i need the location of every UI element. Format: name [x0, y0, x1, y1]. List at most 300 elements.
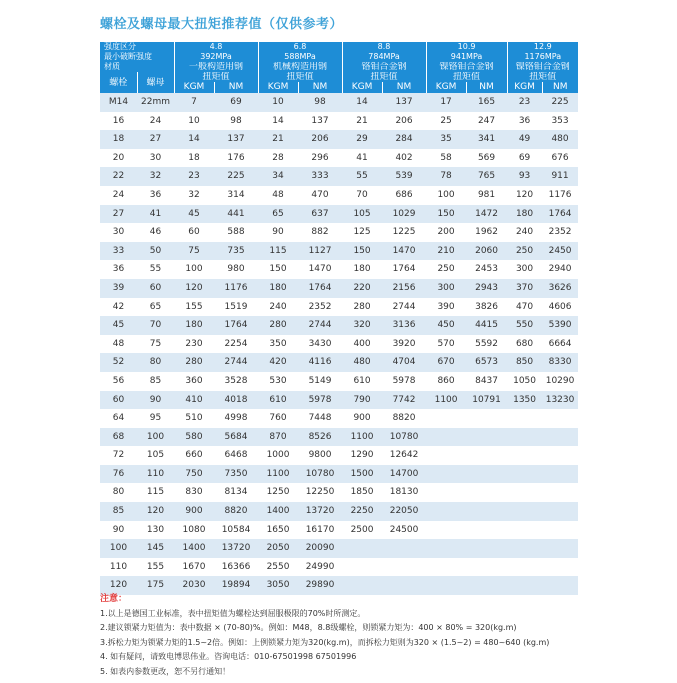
table-row [100, 446, 578, 465]
table-row [100, 316, 578, 335]
table-cell: 4415 [466, 316, 507, 335]
table-cell [382, 558, 426, 577]
table-cell [507, 465, 542, 484]
table-cell: 18 [174, 149, 214, 168]
table-cell: 29 [342, 130, 382, 149]
table-cell: 3626 [542, 279, 578, 298]
table-cell: 637 [298, 205, 342, 224]
table-cell: 765 [466, 167, 507, 186]
table-cell: 588 [214, 223, 258, 242]
table-cell: 115 [137, 483, 174, 502]
table-cell: 760 [258, 409, 298, 428]
table-cell: 1764 [214, 316, 258, 335]
torque-label-row [100, 72, 578, 82]
table-cell: 21 [258, 130, 298, 149]
strength-value: 941MPa [426, 52, 507, 62]
table-cell: 280 [342, 298, 382, 317]
table-cell: 735 [214, 242, 258, 261]
table-cell: 2744 [382, 298, 426, 317]
table-cell: 410 [174, 391, 214, 410]
table-cell: 10584 [214, 521, 258, 540]
table-cell: 2254 [214, 335, 258, 354]
table-cell: 27 [100, 205, 137, 224]
table-cell [542, 446, 578, 465]
table-cell: 610 [342, 372, 382, 391]
table-cell: 5978 [298, 391, 342, 410]
table-cell: 16366 [214, 558, 258, 577]
table-cell: 4704 [382, 353, 426, 372]
table-cell: 175 [137, 576, 174, 595]
table-row [100, 391, 578, 410]
table-row [100, 539, 578, 558]
table-cell: 4998 [214, 409, 258, 428]
table-cell: 75 [137, 335, 174, 354]
table-cell: 100 [137, 428, 174, 447]
table-cell: 1850 [342, 483, 382, 502]
unit-kgm: KGM [426, 82, 466, 93]
table-cell: 470 [298, 186, 342, 205]
table-cell: 2030 [174, 576, 214, 595]
table-cell: 14 [342, 93, 382, 112]
table-cell: 36 [137, 186, 174, 205]
material-value: 铬钼合金钢 [342, 62, 426, 72]
table-row [100, 335, 578, 354]
table-cell: 225 [542, 93, 578, 112]
table-row [100, 558, 578, 577]
table-cell: 210 [426, 242, 466, 261]
strength-value: 1176MPa [507, 52, 578, 62]
table-cell [382, 539, 426, 558]
table-cell [466, 483, 507, 502]
table-cell: 12250 [298, 483, 342, 502]
table-cell: 110 [100, 558, 137, 577]
table-cell: 120 [507, 186, 542, 205]
table-cell: 36 [100, 260, 137, 279]
table-cell: 22mm [137, 93, 174, 112]
table-cell: 8820 [382, 409, 426, 428]
table-cell: 65 [258, 205, 298, 224]
table-row [100, 167, 578, 186]
strength-value: 784MPa [342, 52, 426, 62]
table-cell: 70 [137, 316, 174, 335]
table-cell: 3136 [382, 316, 426, 335]
table-cell: 32 [174, 186, 214, 205]
table-cell: 85 [100, 502, 137, 521]
table-body [100, 93, 578, 595]
table-cell: 981 [466, 186, 507, 205]
table-cell: 1400 [174, 539, 214, 558]
table-cell: 8330 [542, 353, 578, 372]
table-cell [542, 521, 578, 540]
table-cell: 76 [100, 465, 137, 484]
unit-kgm: KGM [342, 82, 382, 93]
table-cell: 1519 [214, 298, 258, 317]
table-cell [542, 428, 578, 447]
table-cell [542, 409, 578, 428]
unit-nm: NM [466, 82, 507, 93]
table-cell: 2156 [382, 279, 426, 298]
table-cell: 4116 [298, 353, 342, 372]
table-cell: 860 [426, 372, 466, 391]
table-cell: 80 [137, 353, 174, 372]
table-cell [507, 558, 542, 577]
table-row [100, 409, 578, 428]
table-cell: 1029 [382, 205, 426, 224]
table-cell: 8526 [298, 428, 342, 447]
table-cell: 250 [426, 260, 466, 279]
table-cell: 790 [342, 391, 382, 410]
table-row [100, 428, 578, 447]
table-cell: 19894 [214, 576, 258, 595]
unit-kgm: KGM [258, 82, 298, 93]
table-cell: 2453 [466, 260, 507, 279]
table-cell: 2250 [342, 502, 382, 521]
table-cell: 72 [100, 446, 137, 465]
unit-kgm: KGM [507, 82, 542, 93]
table-cell: 42 [100, 298, 137, 317]
table-cell: 120 [174, 279, 214, 298]
table-cell: 3920 [382, 335, 426, 354]
table-cell [426, 446, 466, 465]
table-cell: M14 [100, 93, 137, 112]
table-row [100, 483, 578, 502]
table-cell: 137 [298, 112, 342, 131]
table-cell: 1176 [542, 186, 578, 205]
torque-header: 扭矩值 [507, 72, 578, 82]
grade-row [100, 42, 578, 52]
table-cell: 100 [100, 539, 137, 558]
table-cell: 155 [174, 298, 214, 317]
table-cell: 296 [298, 149, 342, 168]
note-item: 4. 如有疑问，请致电博思伟业。咨询电话：010-67501998 67501996 [100, 652, 357, 662]
table-cell: 45 [174, 205, 214, 224]
table-cell: 353 [542, 112, 578, 131]
table-cell: 1500 [342, 465, 382, 484]
table-cell: 5149 [298, 372, 342, 391]
strength-value: 392MPa [174, 52, 258, 62]
table-cell: 2060 [466, 242, 507, 261]
table-cell: 30 [100, 223, 137, 242]
table-cell: 480 [542, 130, 578, 149]
table-cell: 870 [258, 428, 298, 447]
table-cell: 6664 [542, 335, 578, 354]
table-cell: 550 [507, 316, 542, 335]
unit-nm: NM [382, 82, 426, 93]
table-cell: 320 [342, 316, 382, 335]
table-cell: 1962 [466, 223, 507, 242]
table-cell: 7350 [214, 465, 258, 484]
table-row [100, 260, 578, 279]
table-cell: 150 [342, 242, 382, 261]
table-cell: 402 [382, 149, 426, 168]
table-cell: 911 [542, 167, 578, 186]
table-cell: 24990 [298, 558, 342, 577]
strength-label: 最小破断强度 [100, 52, 174, 62]
table-cell: 360 [174, 372, 214, 391]
table-cell: 220 [342, 279, 382, 298]
table-cell: 18130 [382, 483, 426, 502]
table-cell [426, 539, 466, 558]
table-cell: 8437 [466, 372, 507, 391]
table-cell: 4606 [542, 298, 578, 317]
table-cell: 5978 [382, 372, 426, 391]
table-cell: 1350 [507, 391, 542, 410]
table-cell: 1764 [542, 205, 578, 224]
table-cell: 530 [258, 372, 298, 391]
table-cell: 60 [174, 223, 214, 242]
table-cell: 150 [426, 205, 466, 224]
table-cell: 8820 [214, 502, 258, 521]
table-cell [542, 483, 578, 502]
grade-6-8: 6.8 [258, 42, 342, 52]
strength-value: 588MPa [258, 52, 342, 62]
table-cell: 24500 [382, 521, 426, 540]
table-cell: 1080 [174, 521, 214, 540]
unit-nm: NM [542, 82, 578, 93]
table-cell [542, 558, 578, 577]
table-row [100, 372, 578, 391]
material-row [100, 62, 578, 72]
table-cell: 225 [214, 167, 258, 186]
table-cell: 98 [214, 112, 258, 131]
table-cell: 69 [214, 93, 258, 112]
table-cell: 2352 [542, 223, 578, 242]
grade-8-8: 8.8 [342, 42, 426, 52]
table-cell: 49 [507, 130, 542, 149]
material-value: 机械构造用钢 [258, 62, 342, 72]
table-cell: 90 [100, 521, 137, 540]
material-label: 材质 [100, 62, 174, 72]
table-row [100, 223, 578, 242]
note-item: 3.拆松力矩为锁紧力矩的1.5~2倍。例如：上例锁紧力矩为320(kg.m)，而拆松力矩则为320 × (1.5~2) = 480~640 (kg.m) [100, 637, 550, 647]
table-cell: 20090 [298, 539, 342, 558]
table-cell: 22 [100, 167, 137, 186]
table-cell: 13720 [298, 502, 342, 521]
table-cell: 18 [100, 130, 137, 149]
table-cell: 13720 [214, 539, 258, 558]
table-cell: 1470 [382, 242, 426, 261]
table-cell: 55 [342, 167, 382, 186]
table-cell: 28 [258, 149, 298, 168]
page-title: 螺栓及螺母最大扭矩推荐值（仅供参考） [100, 17, 344, 32]
table-cell: 65 [137, 298, 174, 317]
table-cell [426, 465, 466, 484]
table-cell: 230 [174, 335, 214, 354]
table-row [100, 205, 578, 224]
table-cell: 341 [466, 130, 507, 149]
table-cell: 180 [174, 316, 214, 335]
table-cell: 23 [507, 93, 542, 112]
table-cell: 60 [100, 391, 137, 410]
table-cell: 2744 [214, 353, 258, 372]
table-row [100, 465, 578, 484]
table-cell: 75 [174, 242, 214, 261]
material-value: 一般构造用钢 [174, 62, 258, 72]
table-cell: 64 [100, 409, 137, 428]
table-cell: 90 [258, 223, 298, 242]
table-cell: 23 [174, 167, 214, 186]
table-cell: 24 [100, 186, 137, 205]
table-cell [426, 558, 466, 577]
table-cell [542, 465, 578, 484]
table-cell [466, 428, 507, 447]
table-row [100, 93, 578, 112]
table-cell: 30 [137, 149, 174, 168]
table-cell: 4018 [214, 391, 258, 410]
table-cell: 1225 [382, 223, 426, 242]
table-cell: 5684 [214, 428, 258, 447]
table-cell: 1250 [258, 483, 298, 502]
table-cell: 60 [137, 279, 174, 298]
torque-header: 扭矩值 [426, 72, 507, 82]
material-value: 镍铬钼合金钢 [507, 62, 578, 72]
table-cell: 2352 [298, 298, 342, 317]
table-row [100, 521, 578, 540]
table-cell: 10 [174, 112, 214, 131]
table-cell: 1100 [426, 391, 466, 410]
table-row [100, 353, 578, 372]
table-cell: 370 [507, 279, 542, 298]
table-cell: 1100 [342, 428, 382, 447]
table-cell: 56 [100, 372, 137, 391]
table-cell: 980 [214, 260, 258, 279]
table-cell: 10791 [466, 391, 507, 410]
table-cell: 165 [466, 93, 507, 112]
table-cell: 14700 [382, 465, 426, 484]
table-cell: 333 [298, 167, 342, 186]
table-cell: 1050 [507, 372, 542, 391]
notes [100, 592, 640, 680]
table-cell: 280 [258, 316, 298, 335]
table-cell: 41 [342, 149, 382, 168]
table-cell [466, 409, 507, 428]
table-cell: 580 [174, 428, 214, 447]
table-row [100, 279, 578, 298]
table-cell: 420 [258, 353, 298, 372]
table-cell: 569 [466, 149, 507, 168]
table-cell: 130 [137, 521, 174, 540]
table-cell: 16170 [298, 521, 342, 540]
grade-4-8: 4.8 [174, 42, 258, 52]
table-cell: 1670 [174, 558, 214, 577]
table-cell: 247 [466, 112, 507, 131]
table-cell [542, 539, 578, 558]
table-cell: 240 [258, 298, 298, 317]
table-cell: 180 [507, 205, 542, 224]
table-cell: 9800 [298, 446, 342, 465]
table-cell: 55 [137, 260, 174, 279]
table-cell: 450 [426, 316, 466, 335]
grade-label: 强度区分 [100, 42, 174, 52]
table-cell: 2940 [542, 260, 578, 279]
table-cell: 120 [100, 576, 137, 595]
table-cell: 1400 [258, 502, 298, 521]
table-cell [542, 502, 578, 521]
table-cell: 110 [137, 465, 174, 484]
torque-header: 扭矩值 [342, 72, 426, 82]
table-cell: 510 [174, 409, 214, 428]
table-cell: 3528 [214, 372, 258, 391]
table-cell: 670 [426, 353, 466, 372]
table-cell [342, 558, 382, 577]
table-cell: 34 [258, 167, 298, 186]
table-cell: 830 [174, 483, 214, 502]
table-cell: 58 [426, 149, 466, 168]
table-cell: 400 [342, 335, 382, 354]
table-cell: 10780 [382, 428, 426, 447]
grade-12-9: 12.9 [507, 42, 578, 52]
table-cell: 33 [100, 242, 137, 261]
table-cell: 2500 [342, 521, 382, 540]
table-cell: 45 [100, 316, 137, 335]
table-cell: 200 [426, 223, 466, 242]
table-cell: 5390 [542, 316, 578, 335]
table-cell: 14 [174, 130, 214, 149]
table-cell: 441 [214, 205, 258, 224]
table-cell: 78 [426, 167, 466, 186]
table-cell: 69 [507, 149, 542, 168]
table-cell [507, 483, 542, 502]
table-cell [466, 539, 507, 558]
table-cell: 1290 [342, 446, 382, 465]
table-cell: 36 [507, 112, 542, 131]
table-cell: 250 [507, 242, 542, 261]
note-item: 1.以上是德国工业标准，表中扭矩值为螺栓达到屈服极限的70%时所测定。 [100, 608, 366, 618]
table-cell: 70 [342, 186, 382, 205]
table-cell: 85 [137, 372, 174, 391]
table-cell [507, 539, 542, 558]
table-cell: 206 [382, 112, 426, 131]
unit-kgm: KGM [174, 82, 214, 93]
table-cell: 1764 [298, 279, 342, 298]
table-cell: 25 [426, 112, 466, 131]
table-cell [426, 428, 466, 447]
note-item: 5. 如表内参数更改，恕不另行通知！ [100, 666, 231, 676]
material-value: 镍铬钼合金钢 [426, 62, 507, 72]
table-cell: 12642 [382, 446, 426, 465]
table-cell: 750 [174, 465, 214, 484]
table-cell: 2550 [258, 558, 298, 577]
table-cell [426, 409, 466, 428]
table-cell: 150 [258, 260, 298, 279]
table-cell: 470 [507, 298, 542, 317]
table-cell: 22050 [382, 502, 426, 521]
table-cell: 125 [342, 223, 382, 242]
table-cell [507, 446, 542, 465]
table-row [100, 242, 578, 261]
table-cell: 52 [100, 353, 137, 372]
table-cell: 2943 [466, 279, 507, 298]
nut-header: 螺母 [137, 72, 174, 93]
table-cell [507, 409, 542, 428]
table-cell: 24 [137, 112, 174, 131]
table-row [100, 298, 578, 317]
table-cell: 882 [298, 223, 342, 242]
table-cell: 314 [214, 186, 258, 205]
table-cell: 1176 [214, 279, 258, 298]
table-cell: 240 [507, 223, 542, 242]
table-cell: 6468 [214, 446, 258, 465]
table-cell: 206 [298, 130, 342, 149]
grade-10-9: 10.9 [426, 42, 507, 52]
table-cell: 2450 [542, 242, 578, 261]
table-cell: 20 [100, 149, 137, 168]
table-cell: 48 [100, 335, 137, 354]
table-cell: 3430 [298, 335, 342, 354]
table-cell: 80 [100, 483, 137, 502]
table-cell: 145 [137, 539, 174, 558]
table-cell: 35 [426, 130, 466, 149]
